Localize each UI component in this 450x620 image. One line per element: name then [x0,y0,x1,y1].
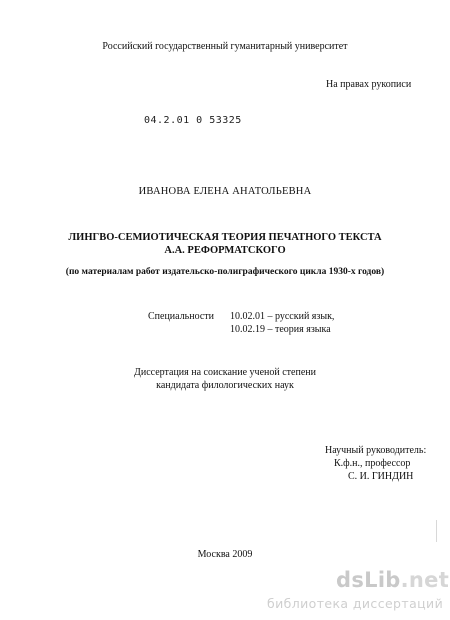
dissertation-title-line-2: А.А. РЕФОРМАТСКОГО [164,245,286,256]
watermark-logo [336,568,449,592]
dissertation-subtitle: (по материалам работ издательско-полиграфического цикла 1930-х годов) [65,267,385,277]
watermark-subtitle: библиотека диссертаций [267,596,444,611]
watermark-logo-main: dsLib [336,568,401,592]
specialty-item: 10.02.19 – теория языка [230,324,331,335]
place-and-year: Москва 2009 [197,549,253,560]
dissertation-title-line-1: ЛИНГВО-СЕМИОТИЧЕСКАЯ ТЕОРИЯ ПЕЧАТНОГО ТЕКСТА [68,232,382,243]
scan-edge-mark [436,520,437,542]
degree-line-2: кандидата филологических наук [156,380,294,391]
specialty-item: 10.02.01 – русский язык, [230,311,335,322]
university-name: Российский государственный гуманитарный университет [102,41,348,52]
specialty-label: Специальности [148,311,215,322]
library-stamp-number: 04.2.01 0 53325 [144,115,242,126]
supervisor-role: Научный руководитель: [325,445,427,456]
degree-line-1: Диссертация на соискание ученой степени [134,367,316,378]
manuscript-rights-note: На правах рукописи [326,79,412,90]
supervisor-title: К.ф.н., профессор [334,458,411,469]
watermark-logo-suffix: .net [400,568,450,592]
author-name: ИВАНОВА ЕЛЕНА АНАТОЛЬЕВНА [138,186,312,197]
supervisor-name: С. И. ГИНДИН [348,471,414,482]
